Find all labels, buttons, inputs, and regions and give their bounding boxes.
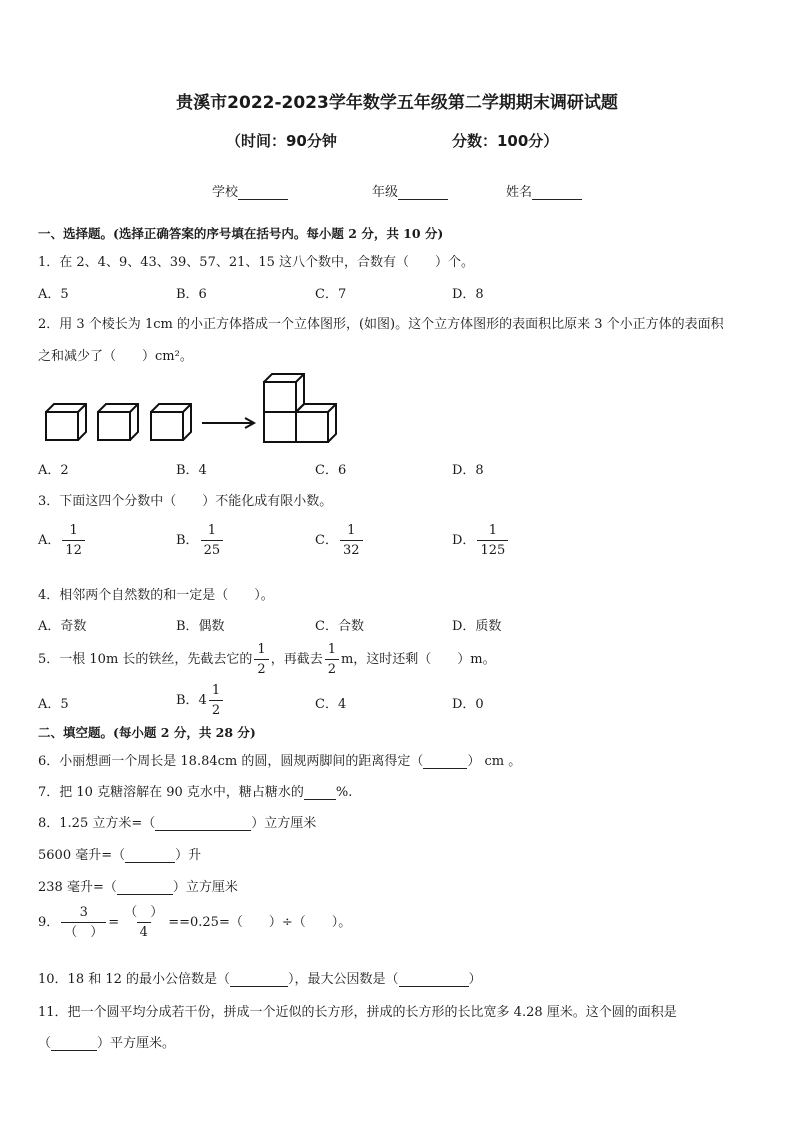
answer-blank[interactable]: [125, 848, 175, 863]
option-label: C．: [315, 533, 338, 548]
answer-blank[interactable]: [117, 880, 173, 895]
q3-option-b[interactable]: [176, 524, 225, 557]
name-field[interactable]: [506, 181, 582, 200]
fraction: $\frac{1}{2}$: [254, 643, 268, 676]
q3-option-a[interactable]: [38, 524, 87, 557]
cube-1: [46, 404, 86, 440]
q2-option-b[interactable]: B．4: [176, 463, 207, 478]
q4-option-c[interactable]: C．合数: [315, 619, 364, 634]
fraction: $\frac{1}{12}$: [62, 524, 85, 557]
page-title: 贵溪市2022-2023学年数学五年级第二学期期末调研试题: [176, 93, 618, 113]
fraction: $\frac{1}{2}$: [325, 643, 339, 676]
answer-blank[interactable]: [399, 972, 469, 987]
question-5: 5．一根 10m 长的铁丝，先截去它的 $\frac{1}{2}$ ，再截去 $\frac{1}{2}$ m，这时还剩（ ）m。: [38, 642, 496, 677]
section-fill-heading: 二、填空题。(每小题 2 分，共 28 分): [38, 725, 256, 740]
option-label: D．: [452, 533, 476, 548]
stacked-cubes: [264, 374, 336, 442]
name-blank[interactable]: [532, 185, 582, 200]
fraction: $\frac{( )}{4}$: [124, 905, 164, 940]
fraction: $\frac{1}{25}$: [201, 524, 224, 557]
time-label: （时间：90分钟: [226, 132, 337, 150]
grade-field[interactable]: [372, 181, 448, 200]
question-11-line1: 11．把一个圆平均分成若干份，拼成一个近似的长方形，拼成的长方形的长比宽多 4.28 厘米。这个圆的面积是: [38, 1005, 677, 1020]
answer-blank[interactable]: [51, 1036, 97, 1051]
question-2-line1: 2．用 3 个棱长为 1cm 的小正方体搭成一个立体图形，(如图)。这个立方体图形的表面积比原来 3 个小正方体的表面积: [38, 317, 724, 332]
fraction: $\frac{3}{( )}$: [61, 906, 106, 939]
q2-option-d[interactable]: D．8: [452, 463, 484, 478]
section-choice-heading: 一、选择题。(选择正确答案的序号填在括号内。每小题 2 分，共 10 分): [38, 226, 444, 241]
q5-option-a[interactable]: A．5: [38, 697, 69, 712]
question-7: 7．把 10 克糖溶解在 90 克水中，糖占糖水的 %.: [38, 785, 353, 800]
question-3: 3．下面这四个分数中（ ）不能化成有限小数。: [38, 494, 333, 509]
fraction: $\frac{1}{32}$: [340, 524, 363, 557]
answer-blank[interactable]: [423, 754, 467, 769]
q1-option-b[interactable]: B．6: [176, 287, 207, 302]
q5-option-b[interactable]: B．4 $\frac{1}{2}$: [176, 684, 225, 717]
q5-option-c[interactable]: C．4: [315, 697, 347, 712]
q4-option-b[interactable]: B．偶数: [176, 619, 225, 634]
question-10: 10．18 和 12 的最小公倍数是（ ），最大公因数是（ ）: [38, 972, 482, 987]
answer-blank[interactable]: [230, 972, 288, 987]
q4-option-d[interactable]: D．质数: [452, 619, 502, 634]
q2-option-c[interactable]: C．6: [315, 463, 347, 478]
arrow-icon: [202, 418, 254, 428]
score-label: 分数：100分）: [452, 132, 559, 150]
question-8-line2: 5600 毫升=（ ）升: [38, 848, 202, 863]
q3-option-d[interactable]: [452, 524, 510, 557]
fraction: $\frac{1}{125}$: [477, 524, 508, 557]
question-8-line3: 238 毫升=（ ）立方厘米: [38, 880, 238, 895]
school-label: 学校: [212, 185, 239, 200]
q1-option-a[interactable]: A．5: [38, 287, 69, 302]
question-8-line1: 8．1.25 立方米=（ ）立方厘米: [38, 816, 317, 831]
grade-label: 年级: [372, 185, 399, 200]
cube-2: [98, 404, 138, 440]
q1-option-d[interactable]: D．8: [452, 287, 484, 302]
option-label: A．: [38, 533, 61, 548]
question-2-line2: 之和减少了（ ）cm²。: [38, 349, 193, 364]
question-6: 6．小丽想画一个周长是 18.84cm 的圆，圆规两脚间的距离得定（ ） cm 。: [38, 754, 522, 769]
answer-blank[interactable]: [155, 816, 251, 831]
grade-blank[interactable]: [398, 185, 448, 200]
question-11-line2: （ ）平方厘米。: [38, 1036, 176, 1051]
answer-blank[interactable]: [304, 785, 336, 800]
name-label: 姓名: [506, 185, 533, 200]
q2-option-a[interactable]: A．2: [38, 463, 69, 478]
q3-option-c[interactable]: [315, 524, 365, 557]
option-label: B．: [176, 533, 199, 548]
cubes-figure: [38, 368, 348, 446]
question-4: 4．相邻两个自然数的和一定是（ ）。: [38, 588, 274, 603]
q1-option-c[interactable]: C．7: [315, 287, 347, 302]
cube-3: [151, 404, 191, 440]
question-1: 1．在 2、4、9、43、39、57、21、15 这八个数中，合数有（ ）个。: [38, 255, 475, 270]
school-field[interactable]: [212, 181, 288, 200]
q5-option-d[interactable]: D．0: [452, 697, 484, 712]
fraction: $\frac{1}{2}$: [209, 684, 223, 717]
question-9: 9． $\frac{3}{( )}$ = $\frac{( )}{4}$ ==0.25=（ ）÷（ ）。: [38, 905, 352, 940]
q4-option-a[interactable]: A．奇数: [38, 619, 87, 634]
school-blank[interactable]: [238, 185, 288, 200]
